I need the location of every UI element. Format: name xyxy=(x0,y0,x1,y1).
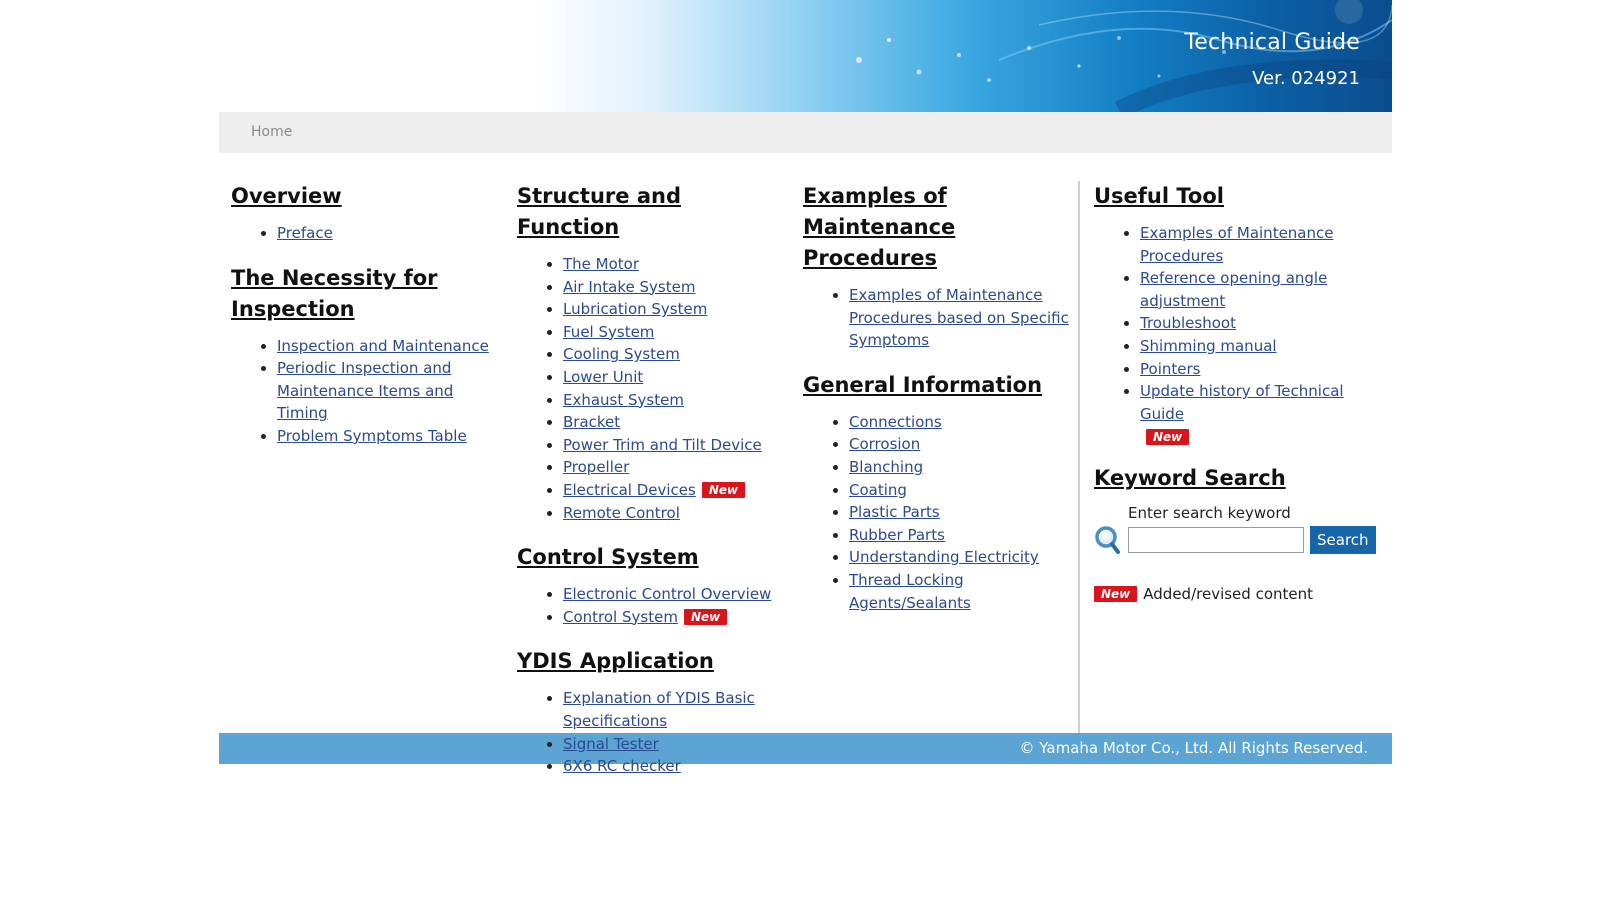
new-badge: New xyxy=(1146,429,1189,445)
link-corrosion[interactable]: Corrosion xyxy=(849,435,921,454)
list-item xyxy=(563,583,787,606)
column-1 xyxy=(231,181,496,466)
section-title-maintenance-examples: Examples of Maintenance Procedures xyxy=(803,184,956,270)
list-item xyxy=(563,366,787,389)
link-power-trim[interactable]: Power Trim and Tilt Device xyxy=(563,435,762,454)
list-item xyxy=(563,276,787,299)
list-item xyxy=(277,222,496,245)
link-maintenance-by-symptoms[interactable]: Examples of Maintenance Procedures based on Specific Symptoms xyxy=(849,286,1069,350)
list-item xyxy=(1140,312,1384,335)
list-item xyxy=(277,335,496,358)
link-cooling-system[interactable]: Cooling System xyxy=(563,345,680,364)
general-links xyxy=(803,411,1069,614)
search-input[interactable] xyxy=(1128,527,1304,553)
column-divider xyxy=(1078,181,1080,733)
new-badge: New xyxy=(684,609,727,625)
banner-version: Ver. 024921 xyxy=(1252,68,1360,89)
breadcrumb xyxy=(219,112,1392,153)
link-6x6-rc-checker[interactable]: 6X6 RC checker xyxy=(563,757,681,776)
ydis-links xyxy=(517,687,787,777)
link-shimming-manual[interactable]: Shimming manual xyxy=(1140,336,1277,355)
list-item xyxy=(1140,222,1384,267)
overview-links xyxy=(231,222,496,245)
search-button[interactable]: Search xyxy=(1310,526,1376,554)
link-rubber-parts[interactable]: Rubber Parts xyxy=(849,525,945,544)
list-item xyxy=(563,434,787,457)
search-label: Enter search keyword xyxy=(1128,504,1291,523)
link-coating[interactable]: Coating xyxy=(849,480,907,499)
section-title-useful-tool: Useful Tool xyxy=(1094,184,1224,208)
magnifier-icon xyxy=(1094,525,1122,555)
list-item xyxy=(563,733,787,756)
column-3 xyxy=(803,181,1069,632)
link-ydis-basic-specs[interactable]: Explanation of YDIS Basic Specifications xyxy=(563,689,755,730)
necessity-links xyxy=(231,335,496,448)
link-propeller[interactable]: Propeller xyxy=(563,458,630,477)
list-item xyxy=(563,456,787,479)
list-item xyxy=(563,411,787,434)
list-item xyxy=(849,546,1069,569)
list-item xyxy=(563,606,787,629)
link-plastic-parts[interactable]: Plastic Parts xyxy=(849,503,940,522)
link-understanding-electricity[interactable]: Understanding Electricity xyxy=(849,548,1039,567)
link-control-system[interactable]: Control System xyxy=(563,607,678,626)
link-troubleshoot[interactable]: Troubleshoot xyxy=(1140,314,1236,333)
page-wrapper xyxy=(219,0,1392,776)
list-item xyxy=(277,357,496,425)
list-item xyxy=(849,456,1069,479)
legend xyxy=(1094,585,1384,603)
useful-tool-links xyxy=(1094,222,1384,445)
header-banner xyxy=(219,0,1392,112)
list-item xyxy=(849,501,1069,524)
legend-text: Added/revised content xyxy=(1143,585,1313,604)
link-signal-tester[interactable]: Signal Tester xyxy=(563,734,659,753)
list-item xyxy=(849,524,1069,547)
link-bracket[interactable]: Bracket xyxy=(563,413,621,432)
keyword-search xyxy=(1094,504,1384,555)
list-item xyxy=(563,298,787,321)
section-title-keyword-search: Keyword Search xyxy=(1094,466,1286,491)
link-thread-locking[interactable]: Thread Locking Agents/Sealants xyxy=(849,570,971,612)
list-item xyxy=(563,479,787,502)
list-item xyxy=(277,425,496,448)
link-blanching[interactable]: Blanching xyxy=(849,457,924,476)
list-item xyxy=(849,411,1069,434)
list-item xyxy=(849,433,1069,456)
breadcrumb-home[interactable]: Home xyxy=(251,124,293,140)
list-item xyxy=(1140,335,1384,358)
list-item xyxy=(563,253,787,276)
link-lower-unit[interactable]: Lower Unit xyxy=(563,367,644,386)
section-title-ydis: YDIS Application xyxy=(517,649,714,674)
footer-copyright: © Yamaha Motor Co., Ltd. All Rights Reserved. xyxy=(1019,739,1368,757)
link-exhaust-system[interactable]: Exhaust System xyxy=(563,390,684,409)
link-periodic-inspection[interactable]: Periodic Inspection and Maintenance Items and Timing xyxy=(277,359,454,423)
section-title-control-system: Control System xyxy=(517,545,699,570)
list-item xyxy=(1140,380,1384,445)
list-item xyxy=(563,389,787,412)
section-title-necessity: The Necessity for Inspection xyxy=(231,265,438,321)
section-title-overview: Overview xyxy=(231,184,342,208)
link-electronic-control-overview[interactable]: Electronic Control Overview xyxy=(563,585,772,604)
section-title-structure: Structure and Function xyxy=(517,184,681,239)
column-4 xyxy=(1094,181,1384,603)
banner-title: Technical Guide xyxy=(1184,30,1360,55)
list-item xyxy=(1140,358,1384,381)
control-links xyxy=(517,583,787,628)
link-update-history[interactable]: Update history of Technical Guide xyxy=(1140,382,1344,423)
link-problem-symptoms[interactable]: Problem Symptoms Table xyxy=(277,426,467,445)
banner-decoration xyxy=(219,0,1392,112)
link-inspection-maintenance[interactable]: Inspection and Maintenance xyxy=(277,336,489,355)
section-title-general-info: General Information xyxy=(803,372,1043,397)
link-lubrication[interactable]: Lubrication System xyxy=(563,300,708,319)
link-remote-control[interactable]: Remote Control xyxy=(563,503,680,522)
list-item xyxy=(849,479,1069,502)
link-electrical-devices[interactable]: Electrical Devices xyxy=(563,480,696,499)
new-badge: New xyxy=(702,482,745,498)
list-item xyxy=(563,687,787,732)
search-row xyxy=(1094,525,1384,555)
footer xyxy=(219,733,1392,764)
link-fuel-system[interactable]: Fuel System xyxy=(563,322,655,341)
link-connections[interactable]: Connections xyxy=(849,412,942,431)
list-item xyxy=(1140,267,1384,312)
list-item xyxy=(563,502,787,525)
link-preface[interactable]: Preface xyxy=(277,224,333,242)
new-badge: New xyxy=(1094,586,1137,602)
list-item xyxy=(563,755,787,778)
link-reference-opening-angle[interactable]: Reference opening angle adjustment xyxy=(1140,269,1328,310)
list-item xyxy=(849,284,1069,352)
list-item xyxy=(849,569,1069,614)
link-pointers[interactable]: Pointers xyxy=(1140,359,1201,378)
list-item xyxy=(563,343,787,366)
link-the-motor[interactable]: The Motor xyxy=(563,255,640,273)
structure-links xyxy=(517,253,787,524)
maintenance-links xyxy=(803,284,1069,352)
column-2 xyxy=(517,181,787,796)
link-air-intake[interactable]: Air Intake System xyxy=(563,277,696,296)
list-item xyxy=(563,321,787,344)
link-tool-maintenance-examples[interactable]: Examples of Maintenance Procedures xyxy=(1140,224,1334,265)
